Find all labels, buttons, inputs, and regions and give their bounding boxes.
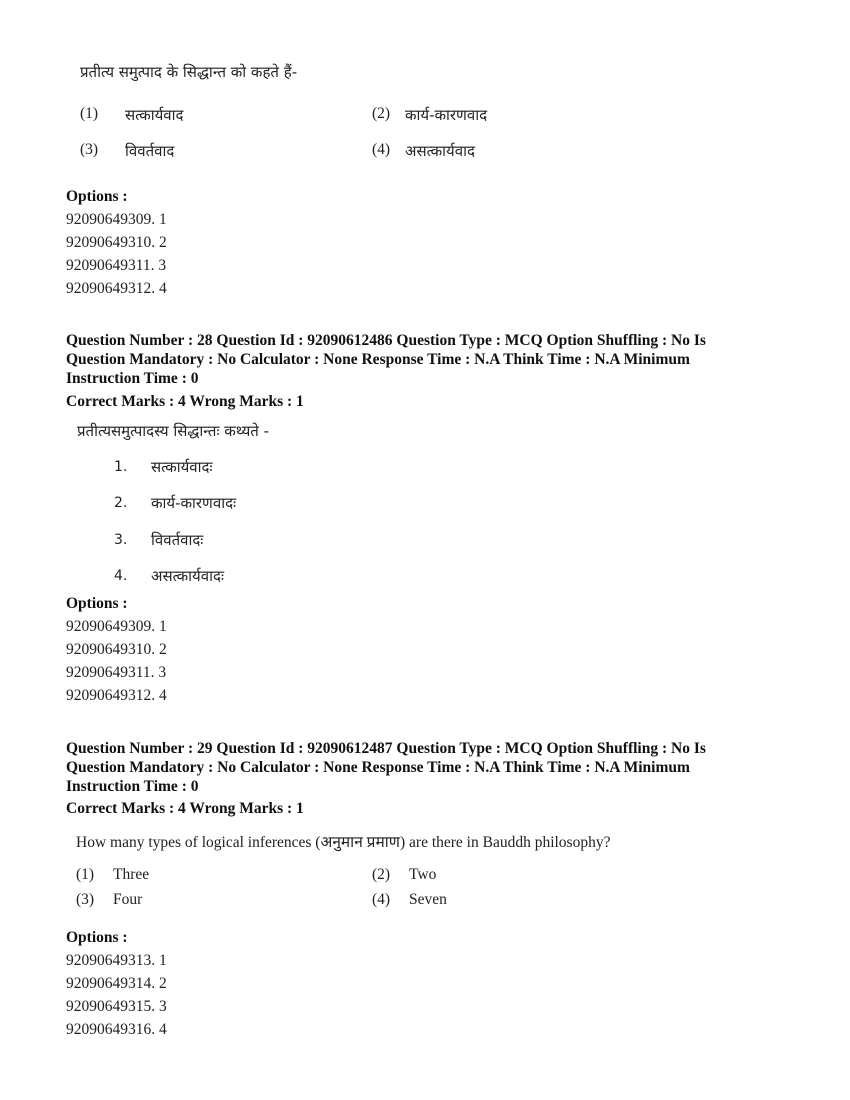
q29-options-label: Options : — [66, 929, 128, 946]
q27-choice-2-text: कार्य-कारणवाद — [405, 106, 488, 124]
q27-choice-4-num: (4) — [372, 141, 391, 158]
q27-stem: प्रतीत्य समुत्पाद के सिद्धान्त को कहते हैं- — [80, 63, 298, 81]
q27-choice-3-text: विवर्तवाद — [125, 142, 175, 160]
q27-choice-1-text: सत्कार्यवाद — [125, 106, 184, 124]
q28-choice-3-text: विवर्तवादः — [151, 531, 204, 549]
q28-choice-2-text: कार्य-कारणवादः — [151, 494, 237, 512]
q28-choice-1-text: सत्कार्यवादः — [151, 458, 213, 476]
q29-choice-2-num: (2) — [372, 866, 391, 883]
q28-option-id-3: 92090649311. 3 — [66, 664, 167, 681]
q29-option-id-1: 92090649313. 1 — [66, 952, 167, 969]
q28-options-label: Options : — [66, 595, 128, 612]
q28-choice-1-num: 1. — [114, 459, 128, 475]
q28-choice-4-text: असत्कार्यवादः — [151, 567, 224, 585]
q27-option-id-1: 92090649309. 1 — [66, 211, 167, 228]
q27-choice-1-num: (1) — [80, 105, 99, 122]
q28-choice-3-num: 3. — [114, 532, 128, 548]
q29-choice-4-text: Seven — [409, 891, 447, 908]
q29-meta-line-1: Question Number : 29 Question Id : 92090612487 Question Type : MCQ Option Shuffling : No Is — [66, 740, 706, 757]
q29-option-id-2: 92090649314. 2 — [66, 975, 167, 992]
q28-meta-line-1: Question Number : 28 Question Id : 92090612486 Question Type : MCQ Option Shuffling : No Is — [66, 332, 706, 349]
q27-choice-3-num: (3) — [80, 141, 99, 158]
q28-option-id-1: 92090649309. 1 — [66, 618, 167, 635]
q29-choice-3-num: (3) — [76, 891, 95, 908]
q29-marks: Correct Marks : 4 Wrong Marks : 1 — [66, 800, 304, 817]
q29-option-id-3: 92090649315. 3 — [66, 998, 167, 1015]
q28-meta-line-3: Instruction Time : 0 — [66, 370, 199, 387]
q27-option-id-4: 92090649312. 4 — [66, 280, 167, 297]
q27-option-id-2: 92090649310. 2 — [66, 234, 167, 251]
q28-marks: Correct Marks : 4 Wrong Marks : 1 — [66, 393, 304, 410]
q29-choice-2-text: Two — [409, 866, 437, 883]
q27-choice-4-text: असत्कार्यवाद — [405, 142, 475, 160]
q29-choice-3-text: Four — [113, 891, 143, 908]
q28-stem: प्रतीत्यसमुत्पादस्य सिद्धान्तः कथ्यते - — [77, 422, 270, 440]
q28-choice-2-num: 2. — [114, 495, 128, 511]
q29-choice-1-text: Three — [113, 866, 150, 883]
q29-option-id-4: 92090649316. 4 — [66, 1021, 167, 1038]
q28-meta-line-2: Question Mandatory : No Calculator : None Response Time : N.A Think Time : N.A Minimum — [66, 351, 690, 368]
q29-meta-line-2: Question Mandatory : No Calculator : None Response Time : N.A Think Time : N.A Minimum — [66, 759, 690, 776]
q29-choice-1-num: (1) — [76, 866, 95, 883]
q27-choice-2-num: (2) — [372, 105, 391, 122]
q27-option-id-3: 92090649311. 3 — [66, 257, 167, 274]
q29-choice-4-num: (4) — [372, 891, 391, 908]
q28-option-id-2: 92090649310. 2 — [66, 641, 167, 658]
q28-choice-4-num: 4. — [114, 568, 128, 584]
q29-meta-line-3: Instruction Time : 0 — [66, 778, 199, 795]
q28-option-id-4: 92090649312. 4 — [66, 687, 167, 704]
q29-stem: How many types of logical inferences (अनुमान प्रमाण) are there in Bauddh philosophy? — [76, 834, 611, 851]
q27-options-label: Options : — [66, 188, 128, 205]
